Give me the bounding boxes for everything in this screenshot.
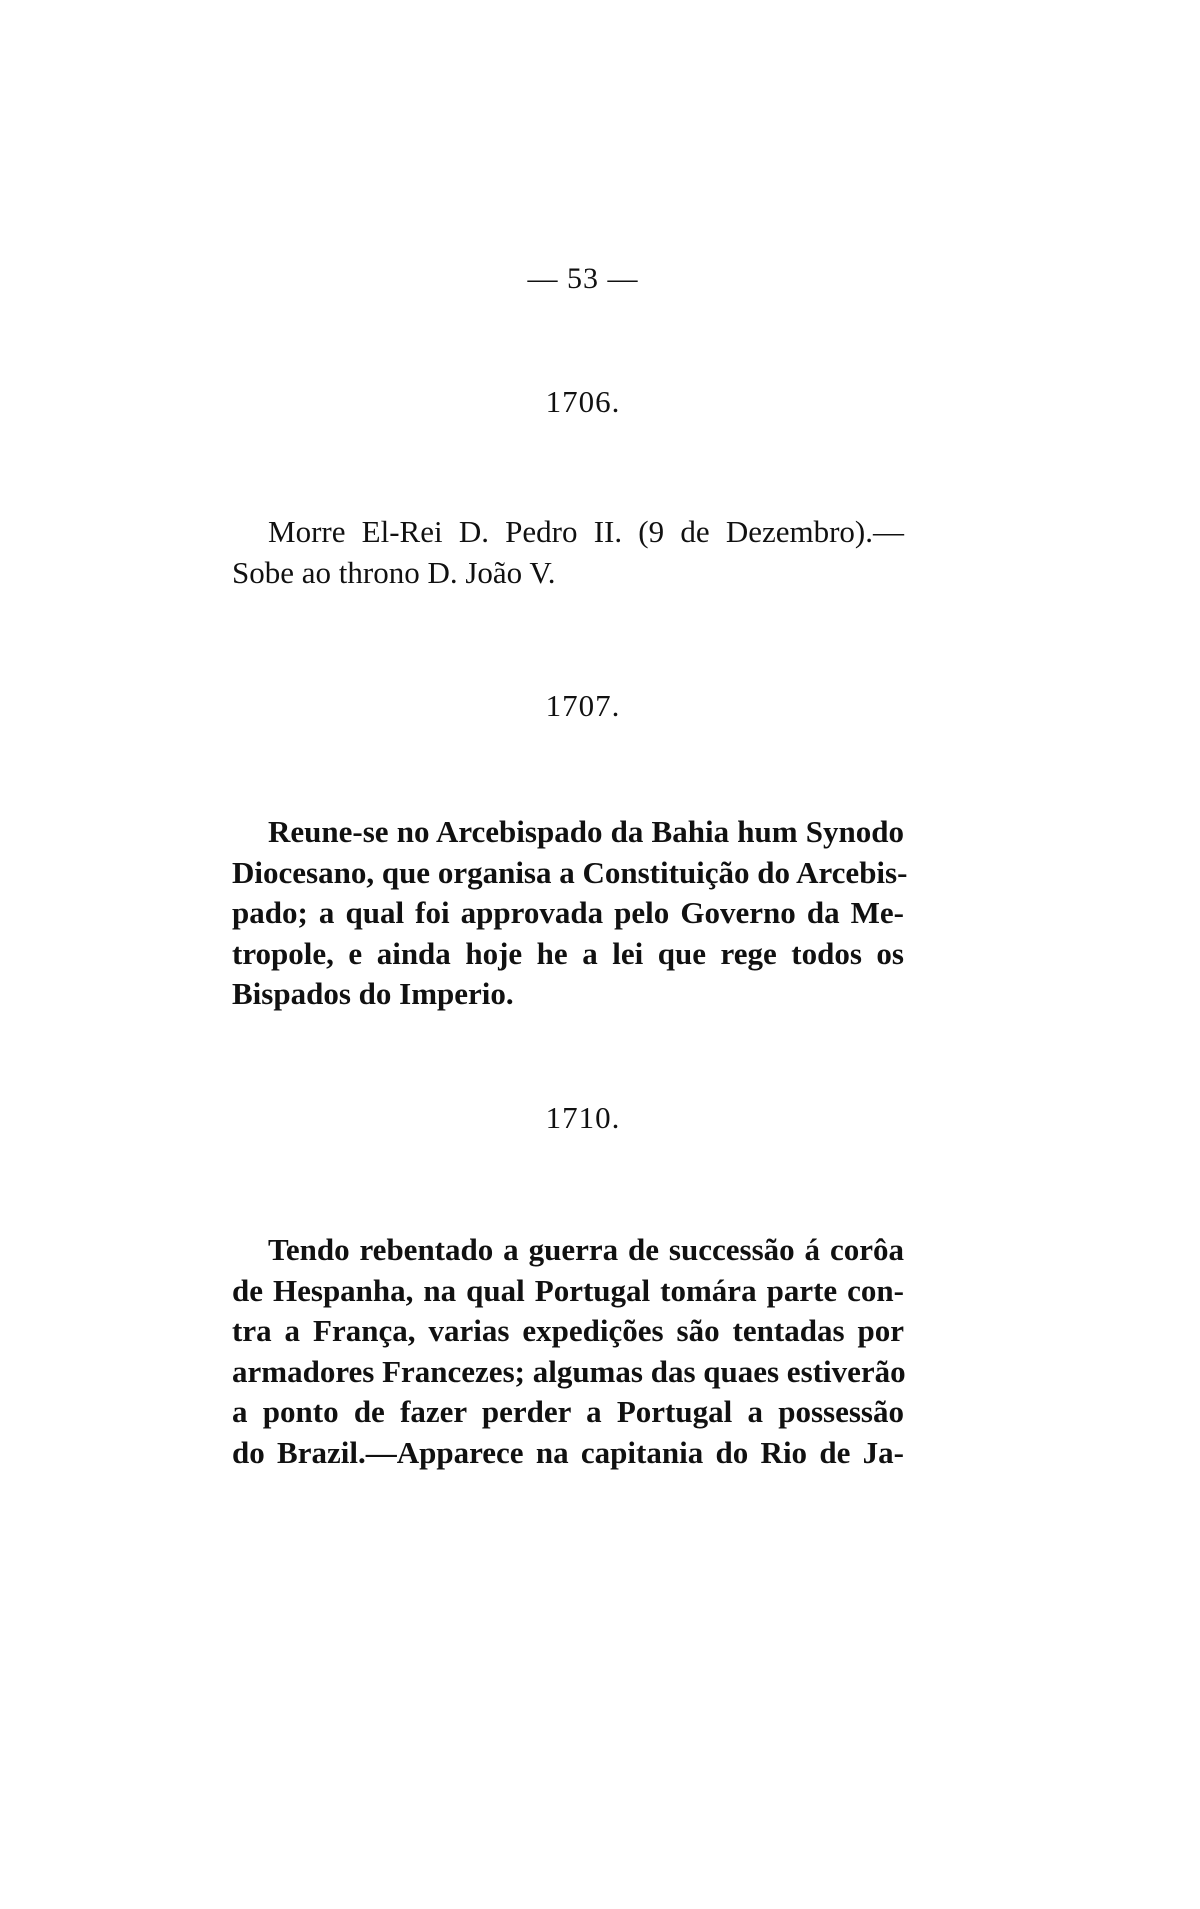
- entry-paragraph-1706: [232, 512, 904, 593]
- paragraph-line: Tendo rebentado a guerra de successão á corôa: [268, 1232, 904, 1267]
- entry-paragraph-1707: [232, 812, 908, 1015]
- paragraph-line: tra a França, varias expedições são tentadas por: [232, 1313, 904, 1348]
- paragraph-line: Reune-se no Arcebispado da Bahia hum Synodo: [268, 814, 904, 849]
- paragraph-line: do Brazil.—Apparece na capitania do Rio de Ja-: [232, 1434, 904, 1470]
- paragraph-line: de Hespanha, na qual Portugal tomára parte con-: [232, 1272, 904, 1308]
- paragraph-line: armadores Francezes; algumas das quaes estiverão: [232, 1353, 906, 1389]
- paragraph-line: tropole, e ainda hoje he a lei que rege todos os: [232, 935, 904, 971]
- paragraph-line: a ponto de fazer perder a Portugal a possessão: [232, 1394, 904, 1429]
- paragraph-line: Sobe ao throno D. João V.: [232, 554, 556, 590]
- paragraph-line: Diocesano, que organisa a Constituição do Arcebis-: [232, 854, 908, 890]
- year-heading-1706: 1706.: [545, 384, 621, 419]
- year-heading-1710: 1710.: [545, 1100, 621, 1135]
- paragraph-line: pado; a qual foi approvada pelo Governo da Me-: [232, 895, 904, 930]
- year-heading-1707: 1707.: [545, 688, 621, 723]
- entry-paragraph-1710: [232, 1230, 904, 1473]
- paragraph-line: Bispados do Imperio.: [232, 976, 514, 1011]
- page-number: — 53 —: [527, 262, 639, 295]
- paragraph-line: Morre El-Rei D. Pedro II. (9 de Dezembro).—: [268, 514, 904, 549]
